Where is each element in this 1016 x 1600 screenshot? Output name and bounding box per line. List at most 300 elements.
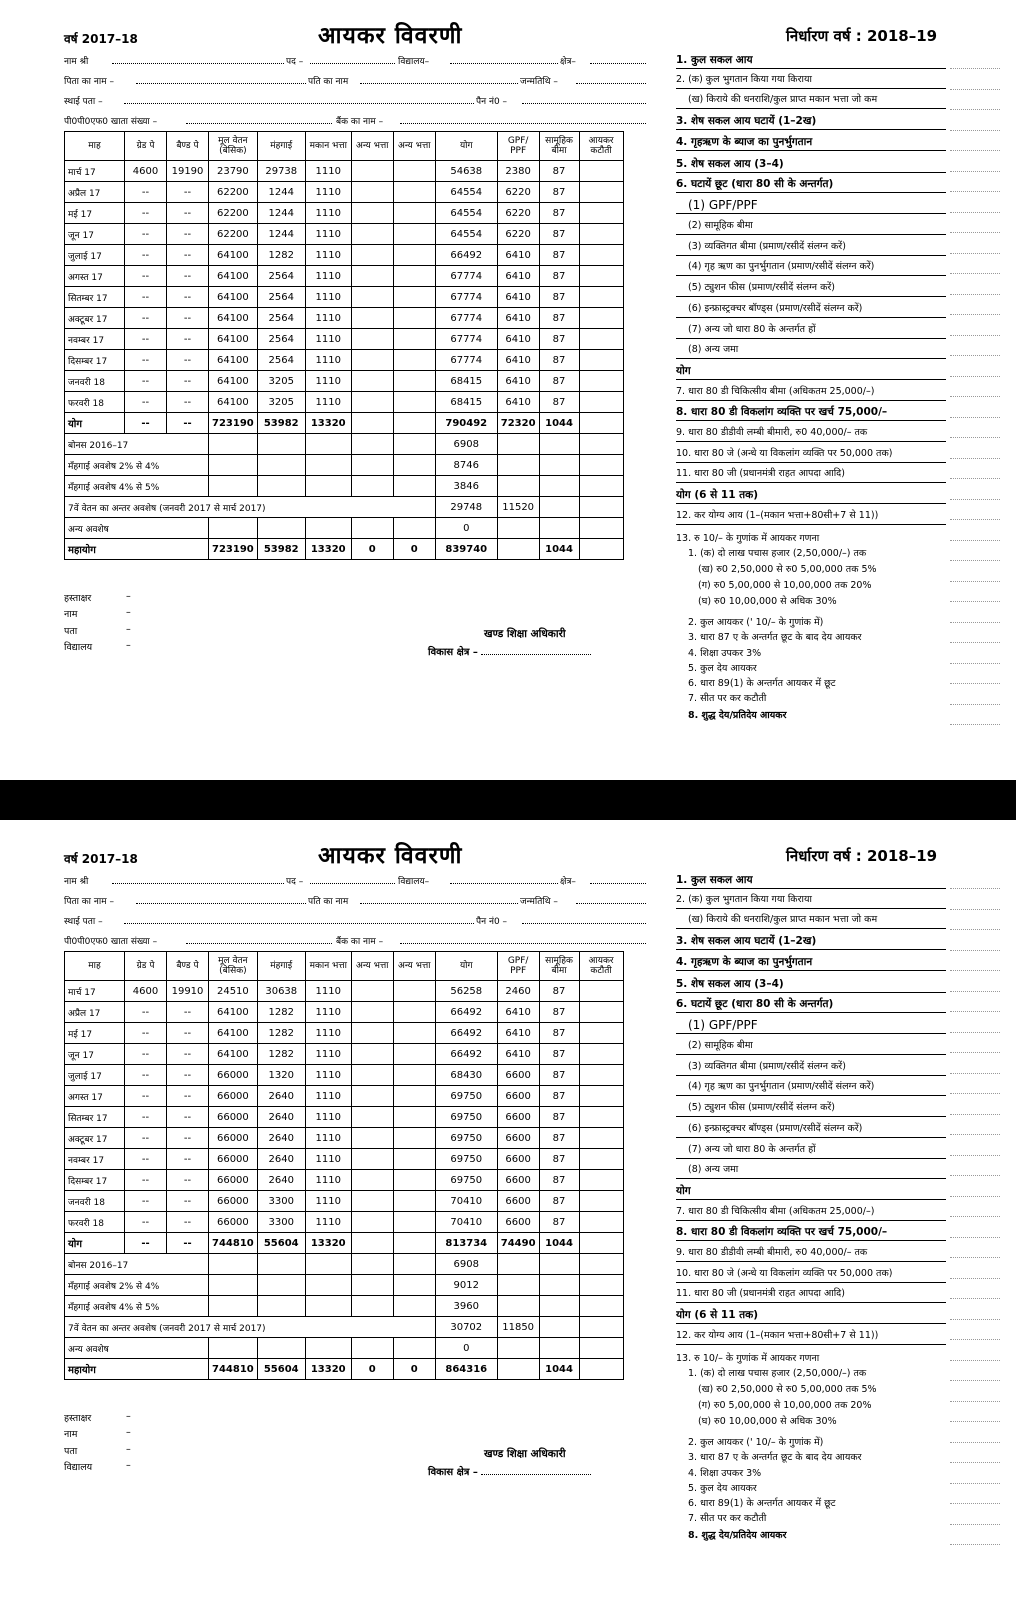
ppf-blank[interactable] — [186, 934, 332, 944]
value-cell: 70410 — [435, 1191, 497, 1212]
empty-cell — [305, 1275, 351, 1296]
value-cell: 6410 — [497, 392, 539, 413]
month-row — [65, 1191, 624, 1212]
value-cell: -- — [167, 1044, 209, 1065]
tax-calc-r13-3: 3. धारा 87 ए के अन्तर्गत छूट के बाद देय आयकर — [688, 632, 862, 643]
amount-blank[interactable] — [950, 913, 1000, 930]
amount-blank[interactable] — [950, 565, 1000, 582]
total-row — [65, 413, 624, 434]
amount-blank[interactable] — [950, 1118, 1000, 1135]
value-cell: 1110 — [305, 308, 351, 329]
amount-blank[interactable] — [950, 1139, 1000, 1156]
value-cell: -- — [167, 1086, 209, 1107]
arrear-label: अन्य अवशेष — [65, 1338, 209, 1359]
value-cell: 6220 — [497, 182, 539, 203]
value-cell: 1110 — [305, 1002, 351, 1023]
value-cell: 68415 — [435, 371, 497, 392]
amount-blank[interactable] — [950, 442, 1000, 459]
column-header: आयकर कटौती — [579, 952, 623, 981]
area-blank[interactable] — [590, 874, 646, 884]
value-cell: 3300 — [257, 1191, 305, 1212]
value-cell — [351, 224, 393, 245]
value-cell — [579, 224, 623, 245]
tax-calc-r13-g: (ग) रु0 5,00,000 से 10,00,000 तक 20% — [698, 580, 872, 591]
sign-address-dash: – — [126, 1444, 131, 1455]
value-cell: -- — [167, 1128, 209, 1149]
value-cell: 3300 — [257, 1212, 305, 1233]
value-cell: 6410 — [497, 1002, 539, 1023]
empty-cell — [579, 434, 623, 455]
month-row — [65, 1149, 624, 1170]
value-cell: 1110 — [305, 371, 351, 392]
value-cell: -- — [125, 1044, 167, 1065]
total-cell: -- — [125, 1233, 167, 1254]
value-cell — [393, 1002, 435, 1023]
total-row — [65, 1233, 624, 1254]
value-cell — [579, 350, 623, 371]
empty-cell — [351, 1296, 393, 1317]
amount-blank[interactable] — [950, 1282, 1000, 1299]
empty-cell — [257, 1338, 305, 1359]
amount-blank[interactable] — [950, 544, 1000, 561]
arrear-yog: 6908 — [435, 1254, 497, 1275]
amount-blank[interactable] — [950, 647, 1000, 664]
grand-total-row — [65, 1359, 624, 1380]
tax-item-r7: 7. धारा 80 डी चिकित्सीय बीमा (अधिकतम 25,000/–) — [676, 384, 946, 401]
amount-blank[interactable] — [950, 1426, 1000, 1443]
amount-blank[interactable] — [950, 114, 1000, 131]
value-cell: 2564 — [257, 266, 305, 287]
month-row — [65, 161, 624, 182]
value-cell: -- — [167, 329, 209, 350]
value-cell — [393, 182, 435, 203]
total-cell: 72320 — [497, 413, 539, 434]
value-cell: -- — [167, 1023, 209, 1044]
month-label: सितम्बर 17 — [65, 1107, 125, 1128]
amount-blank[interactable] — [950, 1159, 1000, 1176]
amount-blank[interactable] — [950, 380, 1000, 397]
amount-blank[interactable] — [950, 1262, 1000, 1279]
sign-name-label: नाम — [64, 609, 78, 620]
sign-school-label: विद्यालय — [64, 1462, 93, 1473]
value-cell: 6220 — [497, 203, 539, 224]
column-header: अन्य भत्ता — [351, 132, 393, 161]
grand-total-cell: 839740 — [435, 539, 497, 560]
empty-cell — [393, 1338, 435, 1359]
value-cell: -- — [125, 371, 167, 392]
bank-blank[interactable] — [400, 934, 646, 944]
area-label: क्षेत्र– — [560, 57, 576, 67]
value-cell: 66492 — [435, 1002, 497, 1023]
tax-calc-r13-2: 2. कुल आयकर (' 10/– के गुणांक में) — [688, 1437, 824, 1448]
amount-blank[interactable] — [950, 1098, 1000, 1115]
tax-item-r6: 6. घटायें छूट (धारा 80 सी के अन्तर्गत) — [676, 176, 946, 193]
tax-item-r8: 8. धारा 80 डी विकलांग व्यक्ति पर खर्च 75,000/– — [676, 1224, 946, 1241]
value-cell — [579, 1023, 623, 1044]
development-block-blank[interactable] — [481, 645, 591, 655]
tax-calc-r13-gh: (घ) रु0 10,00,000 से अधिक 30% — [698, 596, 837, 607]
school-blank[interactable] — [450, 874, 558, 884]
amount-blank[interactable] — [950, 934, 1000, 951]
total-cell — [579, 1233, 623, 1254]
grand-total-cell: 0 — [393, 539, 435, 560]
value-cell: 87 — [539, 1002, 579, 1023]
value-cell: 2460 — [497, 981, 539, 1002]
value-cell — [393, 1044, 435, 1065]
value-cell — [579, 1065, 623, 1086]
amount-blank[interactable] — [950, 237, 1000, 254]
value-cell: 87 — [539, 203, 579, 224]
amount-blank[interactable] — [950, 1508, 1000, 1525]
value-cell — [393, 1170, 435, 1191]
tax-item-r4: 4. गृहऋण के ब्याज का पुनर्भुगतान — [676, 134, 946, 151]
arrear-gpf — [497, 455, 539, 476]
month-row — [65, 224, 624, 245]
amount-blank[interactable] — [950, 995, 1000, 1012]
value-cell — [351, 203, 393, 224]
sign-address-label: पता — [64, 626, 78, 637]
development-block — [428, 1464, 591, 1478]
amount-blank[interactable] — [950, 483, 1000, 500]
signature-label: हस्ताक्षर — [64, 1413, 92, 1424]
tax-item-r6: 6. घटायें छूट (धारा 80 सी के अन्तर्गत) — [676, 996, 946, 1013]
value-cell: 19190 — [167, 161, 209, 182]
value-cell — [351, 1170, 393, 1191]
value-cell: 1110 — [305, 981, 351, 1002]
arrear-row — [65, 434, 624, 455]
amount-blank[interactable] — [950, 257, 1000, 274]
value-cell: 1110 — [305, 1023, 351, 1044]
total-label: योग — [65, 1233, 125, 1254]
amount-blank[interactable] — [950, 1241, 1000, 1258]
value-cell: 87 — [539, 1212, 579, 1233]
amount-blank[interactable] — [950, 278, 1000, 295]
total-cell: 55604 — [257, 1233, 305, 1254]
arrear-yog: 3960 — [435, 1296, 497, 1317]
block-education-officer: खण्ड शिक्षा अधिकारी — [484, 628, 566, 640]
tax-calc-r13-1: 1. (क) दो लाख पचास हजार (2,50,000/–) तक — [688, 1368, 867, 1379]
month-row — [65, 350, 624, 371]
value-cell: -- — [167, 1149, 209, 1170]
amount-blank[interactable] — [950, 626, 1000, 643]
value-cell: -- — [167, 350, 209, 371]
empty-cell — [305, 1296, 351, 1317]
arrear-label: मँहगाई अवशेष 4% से 5% — [65, 1296, 209, 1317]
amount-blank[interactable] — [950, 1180, 1000, 1197]
amount-blank[interactable] — [950, 1446, 1000, 1463]
value-cell: -- — [167, 371, 209, 392]
tax-item-r3: 3. शेष सकल आय घटायें (1–2ख) — [676, 113, 946, 130]
value-cell — [351, 1044, 393, 1065]
tax-item-r6-4: (4) गृह ऋण का पुनर्भुगतान (प्रमाण/रसीदें संलग्न करें) — [676, 1079, 946, 1096]
value-cell: 64100 — [209, 329, 258, 350]
month-label: मई 17 — [65, 203, 125, 224]
amount-blank[interactable] — [950, 93, 1000, 110]
amount-blank[interactable] — [950, 893, 1000, 910]
empty-cell — [305, 1254, 351, 1275]
month-row — [65, 182, 624, 203]
total-cell: 13320 — [305, 413, 351, 434]
bank-blank[interactable] — [400, 114, 646, 124]
name-blank[interactable] — [112, 874, 284, 884]
amount-blank[interactable] — [950, 319, 1000, 336]
value-cell: 1320 — [257, 1065, 305, 1086]
tax-item-r6-3: (3) व्यक्तिगत बीमा (प्रमाण/रसीदें संलग्न करें) — [676, 239, 946, 256]
value-cell: 2564 — [257, 329, 305, 350]
amount-blank[interactable] — [950, 688, 1000, 705]
empty-cell — [305, 1338, 351, 1359]
value-cell — [393, 1107, 435, 1128]
amount-blank[interactable] — [950, 216, 1000, 233]
empty-cell — [257, 434, 305, 455]
amount-blank[interactable] — [950, 1221, 1000, 1238]
value-cell: 1110 — [305, 1191, 351, 1212]
amount-blank[interactable] — [950, 708, 1000, 725]
arrear-label: मँहगाई अवशेष 2% से 4% — [65, 1275, 209, 1296]
arrear-row — [65, 518, 624, 539]
sign-address-label: पता — [64, 1446, 78, 1457]
value-cell: 69750 — [435, 1149, 497, 1170]
husband-blank[interactable] — [360, 894, 518, 904]
grand-total-cell: 864316 — [435, 1359, 497, 1380]
empty-cell — [539, 434, 579, 455]
grand-total-cell — [497, 539, 539, 560]
empty-cell — [351, 1275, 393, 1296]
value-cell — [351, 182, 393, 203]
area-blank[interactable] — [590, 54, 646, 64]
amount-blank[interactable] — [950, 73, 1000, 90]
tax-item-r1: 1. कुल सकल आय — [676, 52, 946, 69]
value-cell: 1110 — [305, 182, 351, 203]
value-cell — [351, 266, 393, 287]
address-blank[interactable] — [124, 94, 474, 104]
development-block-label: विकास क्षेत्र – — [428, 647, 478, 658]
pan-blank[interactable] — [522, 94, 646, 104]
value-cell: 1110 — [305, 350, 351, 371]
value-cell: 66000 — [209, 1149, 258, 1170]
sign-address-row — [64, 624, 131, 637]
year-label: वर्ष 2017–18 — [64, 852, 138, 866]
arrear-label: बोनस 2016–17 — [65, 1254, 209, 1275]
amount-blank[interactable] — [950, 401, 1000, 418]
amount-blank[interactable] — [950, 1467, 1000, 1484]
value-cell: 1110 — [305, 266, 351, 287]
amount-blank[interactable] — [950, 462, 1000, 479]
value-cell: -- — [125, 392, 167, 413]
empty-cell — [305, 434, 351, 455]
amount-blank[interactable] — [950, 524, 1000, 541]
sign-name-dash: – — [126, 607, 131, 618]
arrear-yog: 3846 — [435, 476, 497, 497]
empty-cell — [393, 1254, 435, 1275]
tax-item-r5: 5. शेष सकल आय (3–4) — [676, 976, 946, 993]
value-cell: -- — [125, 350, 167, 371]
amount-blank[interactable] — [950, 360, 1000, 377]
value-cell — [393, 1086, 435, 1107]
pan-label: पैन नं0 – — [476, 917, 508, 927]
amount-blank[interactable] — [950, 339, 1000, 356]
value-cell: -- — [167, 392, 209, 413]
month-label: अक्टूबर 17 — [65, 308, 125, 329]
amount-blank[interactable] — [950, 1036, 1000, 1053]
value-cell — [351, 1149, 393, 1170]
empty-cell — [257, 1275, 305, 1296]
amount-blank[interactable] — [950, 872, 1000, 889]
grand-total-cell: 723190 — [209, 539, 258, 560]
value-cell: 1110 — [305, 287, 351, 308]
father-blank[interactable] — [136, 74, 306, 84]
amount-blank[interactable] — [950, 1323, 1000, 1340]
amount-blank[interactable] — [950, 134, 1000, 151]
value-cell: -- — [125, 1107, 167, 1128]
school-blank[interactable] — [450, 54, 558, 64]
amount-blank[interactable] — [950, 1200, 1000, 1217]
column-header: GPF/ PPF — [497, 132, 539, 161]
amount-blank[interactable] — [950, 52, 1000, 69]
amount-blank[interactable] — [950, 503, 1000, 520]
amount-blank[interactable] — [950, 954, 1000, 971]
tax-item-r6-8: (8) अन्य जमा — [676, 342, 946, 359]
month-row — [65, 1212, 624, 1233]
value-cell: -- — [167, 224, 209, 245]
amount-blank[interactable] — [950, 421, 1000, 438]
bank-label: बैंक का नाम – — [336, 117, 384, 127]
name-blank[interactable] — [112, 54, 284, 64]
amount-blank[interactable] — [950, 1487, 1000, 1504]
development-block-blank[interactable] — [481, 1465, 591, 1475]
amount-blank[interactable] — [950, 175, 1000, 192]
value-cell: 66000 — [209, 1107, 258, 1128]
father-label: पिता का नाम – — [64, 897, 114, 907]
amount-blank[interactable] — [950, 1405, 1000, 1422]
value-cell: 1244 — [257, 203, 305, 224]
value-cell: -- — [125, 1212, 167, 1233]
value-cell: 6600 — [497, 1170, 539, 1191]
pan-label: पैन नं0 – — [476, 97, 508, 107]
value-cell: 67774 — [435, 266, 497, 287]
month-row — [65, 1086, 624, 1107]
dob-blank[interactable] — [576, 74, 646, 84]
value-cell: 6410 — [497, 329, 539, 350]
empty-cell — [579, 1254, 623, 1275]
month-row — [65, 1128, 624, 1149]
value-cell — [579, 308, 623, 329]
column-header: ग्रेड पे — [125, 132, 167, 161]
value-cell: -- — [125, 224, 167, 245]
value-cell — [579, 182, 623, 203]
value-cell: 64100 — [209, 245, 258, 266]
amount-blank[interactable] — [950, 1344, 1000, 1361]
amount-blank[interactable] — [950, 667, 1000, 684]
value-cell — [351, 1023, 393, 1044]
value-cell: 70410 — [435, 1212, 497, 1233]
value-cell: 6410 — [497, 1044, 539, 1065]
amount-blank[interactable] — [950, 585, 1000, 602]
value-cell: 64100 — [209, 308, 258, 329]
value-cell: 1282 — [257, 245, 305, 266]
tax-item-r2b: (ख) किराये की धनराशि/कुल प्राप्त मकान भत्ता जो कम — [676, 912, 946, 929]
value-cell: 1110 — [305, 1128, 351, 1149]
amount-blank[interactable] — [950, 1528, 1000, 1545]
signature-dash: – — [126, 1411, 131, 1422]
empty-cell — [209, 434, 258, 455]
tax-calc-r13-1: 1. (क) दो लाख पचास हजार (2,50,000/–) तक — [688, 548, 867, 559]
amount-blank[interactable] — [950, 1364, 1000, 1381]
area-label: क्षेत्र– — [560, 877, 576, 887]
empty-cell — [579, 476, 623, 497]
amount-blank[interactable] — [950, 1303, 1000, 1320]
value-cell: 6600 — [497, 1086, 539, 1107]
value-cell: 87 — [539, 371, 579, 392]
amount-blank[interactable] — [950, 1385, 1000, 1402]
month-row — [65, 1002, 624, 1023]
value-cell: -- — [167, 287, 209, 308]
value-cell: 62200 — [209, 203, 258, 224]
month-row — [65, 392, 624, 413]
value-cell: 29738 — [257, 161, 305, 182]
value-cell: 69750 — [435, 1128, 497, 1149]
husband-blank[interactable] — [360, 74, 518, 84]
tax-calc-r13-6: 6. धारा 89(1) के अन्तर्गत आयकर में छूट — [688, 678, 836, 689]
column-header: मंहगाई — [257, 132, 305, 161]
tax-item-r7: 7. धारा 80 डी चिकित्सीय बीमा (अधिकतम 25,000/–) — [676, 1204, 946, 1221]
arrear-label: बोनस 2016–17 — [65, 434, 209, 455]
arrear-yog: 8746 — [435, 455, 497, 476]
post-blank[interactable] — [310, 54, 395, 64]
pan-blank[interactable] — [522, 914, 646, 924]
value-cell: -- — [125, 1065, 167, 1086]
value-cell: 4600 — [125, 161, 167, 182]
value-cell — [393, 245, 435, 266]
value-cell: -- — [125, 266, 167, 287]
value-cell: 1282 — [257, 1002, 305, 1023]
total-cell — [351, 413, 393, 434]
address-blank[interactable] — [124, 914, 474, 924]
post-blank[interactable] — [310, 874, 395, 884]
amount-blank[interactable] — [950, 155, 1000, 172]
value-cell — [579, 1107, 623, 1128]
column-header: ग्रेड पे — [125, 952, 167, 981]
total-cell: -- — [125, 413, 167, 434]
tax-item-r6-5: (5) ट्युशन फीस (प्रमाण/रसीदें संलग्न करें) — [676, 1100, 946, 1117]
amount-blank[interactable] — [950, 298, 1000, 315]
value-cell: 87 — [539, 1044, 579, 1065]
sign-school-label: विद्यालय — [64, 642, 93, 653]
month-label: दिसम्बर 17 — [65, 1170, 125, 1191]
tax-item-r6-6: (6) इन्फ्रास्ट्रक्चर बॉण्ड्स (प्रमाण/रसीदें संलग्न करें) — [676, 301, 946, 318]
column-header: माह — [65, 952, 125, 981]
value-cell — [351, 161, 393, 182]
sign-name-row — [64, 1427, 131, 1440]
table-header-row — [65, 132, 624, 161]
amount-blank[interactable] — [950, 1016, 1000, 1033]
dob-blank[interactable] — [576, 894, 646, 904]
amount-blank[interactable] — [950, 1077, 1000, 1094]
value-cell: 6410 — [497, 287, 539, 308]
ppf-label: पी0पी0एफ0 खाता संख्या – — [64, 117, 158, 127]
amount-blank[interactable] — [950, 606, 1000, 623]
value-cell: -- — [167, 1191, 209, 1212]
empty-cell — [351, 518, 393, 539]
value-cell: 87 — [539, 981, 579, 1002]
amount-blank[interactable] — [950, 196, 1000, 213]
empty-cell — [257, 1254, 305, 1275]
ppf-blank[interactable] — [186, 114, 332, 124]
amount-blank[interactable] — [950, 1057, 1000, 1074]
father-blank[interactable] — [136, 894, 306, 904]
value-cell — [351, 1128, 393, 1149]
amount-blank[interactable] — [950, 975, 1000, 992]
